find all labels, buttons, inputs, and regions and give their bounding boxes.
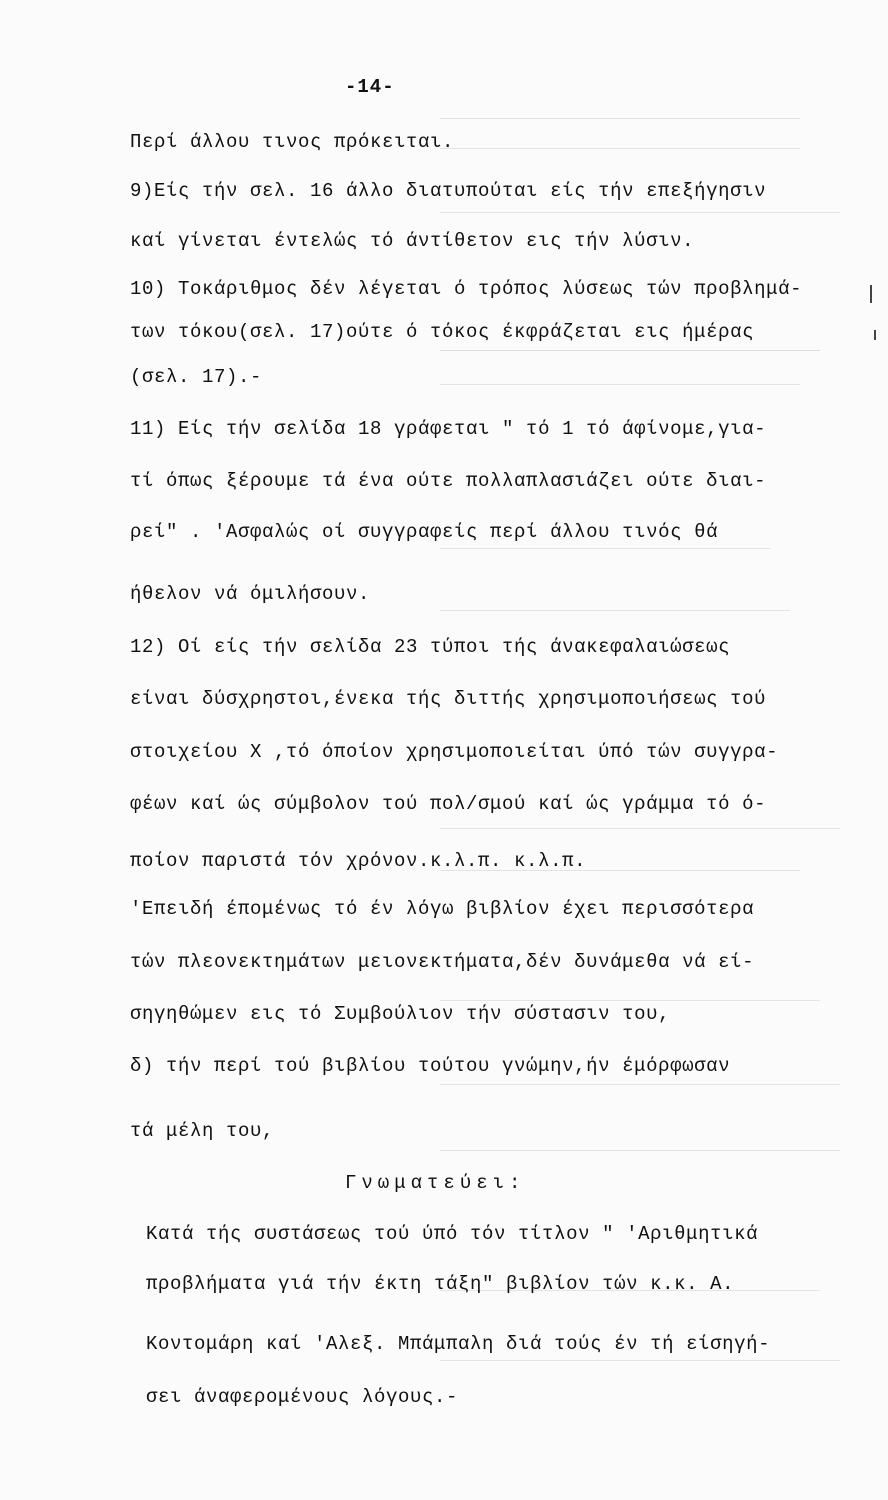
text-line: ήθελον νά όμιλήσουν. <box>130 583 371 605</box>
text-line: ποίον παριστά τόν χρόνον.κ.λ.π. κ.λ.π. <box>130 850 587 872</box>
text-line: φέων καί ώς σύμβολον τού πολ/σμού καί ώς γράμμα τό ό- <box>130 793 767 815</box>
text-line: Κατά τής συστάσεως τού ύπό τόν τίτλον " 'Αριθμητικά <box>146 1223 759 1245</box>
bleed-through-line <box>440 1084 840 1085</box>
bleed-through-line <box>440 1360 840 1361</box>
text-line: καί γίνεται έντελώς τό άντίθετον εις τήν λύσιν. <box>130 230 695 252</box>
text-line: 9)Είς τήν σελ. 16 άλλο διατυπούται είς τήν επεξήγησιν <box>130 180 767 202</box>
text-line: Περί άλλου τινος πρόκειται. <box>130 131 455 153</box>
text-line: ρεί" . 'Ασφαλώς οί συγγραφείς περί άλλου τινός θά <box>130 521 719 543</box>
text-line: στοιχείου Χ ,τό όποίον χρησιμοποιείται ύπό τών συγγρα- <box>130 741 779 763</box>
text-line: σει άναφερομένους λόγους.- <box>146 1386 459 1408</box>
bleed-through-line <box>440 1150 840 1151</box>
text-line: 11) Είς τήν σελίδα 18 γράφεται " τό 1 τό άφίνομε,για- <box>130 418 767 440</box>
text-line: είναι δύσχρηστοι,ένεκα τής διττής χρησιμοποιήσεως τού <box>130 688 767 710</box>
bleed-through-line <box>440 548 770 549</box>
margin-mark <box>874 330 876 340</box>
text-line: 10) Τοκάριθμος δέν λέγεται ό τρόπος λύσεως τών προβλημά- <box>130 278 803 300</box>
page-number: -14- <box>345 76 395 98</box>
margin-mark <box>870 285 872 303</box>
section-heading: Γνωματεύει: <box>345 1172 526 1194</box>
text-line: 12) Οί είς τήν σελίδα 23 τύποι τής άνακεφαλαιώσεως <box>130 636 731 658</box>
bleed-through-line <box>440 118 800 119</box>
text-line: τών πλεονεκτημάτων μειονεκτήματα,δέν δυνάμεθα νά εί- <box>130 951 755 973</box>
text-line: τά μέλη του, <box>130 1120 275 1142</box>
text-line: Κοντομάρη καί 'Αλεξ. Μπάμπαλη διά τούς έν τή είσηγή- <box>146 1333 771 1355</box>
bleed-through-line <box>440 610 790 611</box>
bleed-through-line <box>440 350 820 351</box>
bleed-through-line <box>440 384 800 385</box>
text-line: δ) τήν περί τού βιβλίου τούτου γνώμην,ήν έμόρφωσαν <box>130 1055 731 1077</box>
bleed-through-line <box>440 828 840 829</box>
text-line: (σελ. 17).- <box>130 366 263 388</box>
text-line: των τόκου(σελ. 17)ούτε ό τόκος έκφράζεται εις ήμέρας <box>130 321 755 343</box>
bleed-through-line <box>440 1000 820 1001</box>
bleed-through-line <box>440 148 800 149</box>
text-line: προβλήματα γιά τήν έκτη τάξη" βιβλίον τών κ.κ. Α. <box>146 1273 735 1295</box>
bleed-through-line <box>440 212 840 213</box>
text-line: τί όπως ξέρουμε τά ένα ούτε πολλαπλασιάζει ούτε διαι- <box>130 470 767 492</box>
text-line: 'Επειδή έπομένως τό έν λόγω βιβλίον έχει περισσότερα <box>130 898 755 920</box>
text-line: σηγηθώμεν εις τό Συμβούλιον τήν σύστασιν του, <box>130 1003 671 1025</box>
